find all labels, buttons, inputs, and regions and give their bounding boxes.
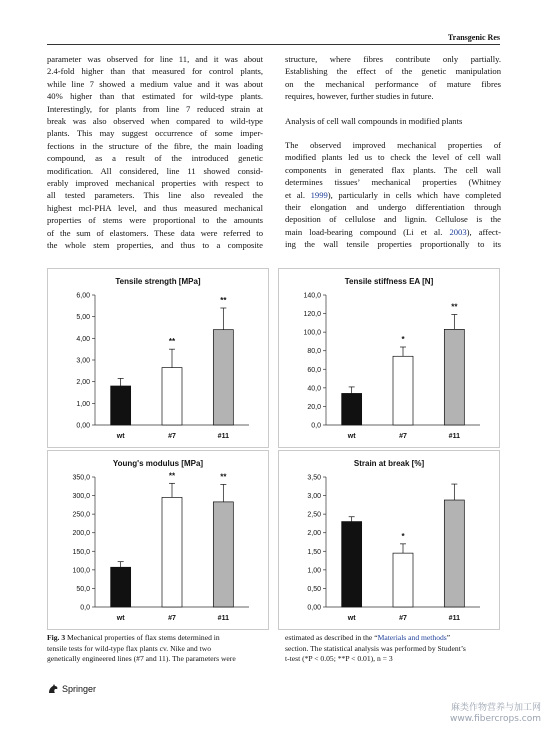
y-tick-label: 0,50 [307, 585, 321, 593]
y-tick-label: 0,0 [311, 422, 321, 430]
bar [111, 567, 131, 607]
y-tick-label: 100,0 [72, 567, 90, 575]
x-tick-label: #7 [399, 615, 407, 622]
bar [444, 329, 464, 425]
x-tick-label: wt [116, 433, 125, 440]
bar-charts-figure [47, 268, 500, 630]
bar [444, 500, 464, 607]
section-heading: Analysis of cell wall compounds in modified plants [285, 115, 463, 126]
text-fragment: ), particularly in cells which have completed [327, 189, 501, 200]
chart-title: Strain at break [%] [353, 459, 425, 468]
text-line: their elongation and undergo differentiation through [285, 202, 501, 213]
text-line: ing the wall tensile properties proportionally to its [285, 239, 501, 250]
journal-running-title: Transgenic Res [447, 33, 500, 42]
bar [213, 330, 233, 425]
y-tick-label: 140,0 [303, 292, 321, 300]
text-line: deposition of cellulose and lignin. Cellulose is the [285, 214, 501, 225]
y-tick-label: 200,0 [72, 530, 90, 538]
text-line: the whole stem properties, and thus to a composite [47, 240, 263, 251]
y-tick-label: 250,0 [72, 511, 90, 519]
y-tick-label: 0,00 [76, 422, 90, 430]
watermark [450, 703, 541, 725]
significance-mark: ** [220, 296, 227, 305]
text-line: requires, however, further studies in future. [285, 91, 434, 102]
text-line: all tested parameters. This line also revealed the [47, 190, 263, 201]
x-tick-label: #7 [168, 615, 176, 622]
paragraph [285, 139, 501, 251]
y-tick-label: 2,00 [76, 379, 90, 387]
caption-text: t-test (*P < 0.05; **P < 0.01), n = 3 [285, 654, 393, 664]
caption-text: tensile tests for wild-type flax plants cv. Nike and two [47, 643, 211, 653]
text-line: components in generated flax plants. The cell wall [285, 164, 501, 175]
figure-caption-left [47, 633, 263, 665]
right-text-column [285, 53, 501, 251]
text-line: while line 7 showed a medium value and it was about [47, 78, 263, 89]
x-tick-label: #11 [448, 615, 460, 622]
x-tick-label: #11 [217, 615, 229, 622]
caption-label: Fig. 3 [47, 633, 66, 642]
y-tick-label: 1,00 [307, 567, 321, 575]
bar [342, 393, 362, 425]
y-tick-label: 100,0 [303, 329, 321, 337]
significance-mark: ** [220, 472, 227, 482]
y-tick-label: 0,00 [307, 604, 321, 612]
text-line: Interestingly, for plants from line 7 reduced strain at [47, 103, 263, 114]
x-tick-label: wt [347, 433, 356, 440]
x-tick-label: wt [116, 615, 125, 622]
caption-text: Mechanical properties of flax stems determined in [65, 633, 220, 642]
significance-mark: ** [451, 302, 458, 312]
bar [393, 356, 413, 425]
y-tick-label: 40,0 [307, 385, 321, 393]
y-tick-label: 6,00 [76, 292, 90, 300]
y-tick-label: 1,50 [307, 548, 321, 556]
text-line: break was also observed when compared to wild-type [47, 116, 263, 127]
chart-panel [48, 451, 269, 630]
text-line: properties of stems were proportional to the amounts [47, 215, 263, 226]
y-tick-label: 3,00 [307, 493, 321, 501]
figure-3 [47, 268, 500, 630]
text-line: compound, as a result of the introduced genetic [47, 153, 263, 164]
chart-title: Young's modulus [MPa] [112, 459, 204, 468]
text-line [285, 226, 501, 238]
significance-mark: ** [168, 337, 176, 347]
text-line: modified plants led us to check the level of cell wall [285, 152, 501, 163]
text-line: parameter was observed for line 11, and it was about [47, 54, 263, 64]
x-tick-label: #7 [168, 433, 176, 440]
text-line: of the sum of elastomers. These data were referred to [47, 227, 263, 238]
caption-text: estimated as described in the “ [285, 633, 378, 642]
y-tick-label: 3,50 [307, 474, 321, 482]
significance-mark: ** [168, 471, 176, 481]
bar [162, 368, 182, 425]
y-tick-label: 4,00 [76, 335, 90, 343]
footer [47, 683, 96, 694]
materials-methods-link[interactable]: Materials and methods [377, 633, 447, 642]
text-line: modification. All considered, line 11 showed consid- [47, 165, 263, 176]
y-tick-label: 0,0 [80, 604, 90, 612]
x-tick-label: #11 [217, 433, 229, 440]
citation-link-2003[interactable]: 2003 [449, 226, 467, 237]
bar [162, 497, 182, 607]
bar [213, 502, 233, 607]
caption-text: ” [446, 633, 451, 642]
y-tick-label: 80,0 [307, 348, 321, 356]
y-tick-label: 60,0 [307, 366, 321, 374]
y-tick-label: 300,0 [72, 493, 90, 501]
publisher-logo-text: Springer [62, 683, 97, 694]
left-text-column [47, 53, 263, 252]
caption-text: section. The statistical analysis was performed by Student’s [285, 643, 466, 653]
figure-caption-right [285, 633, 501, 665]
y-tick-label: 350,0 [72, 474, 90, 482]
y-tick-label: 2,50 [307, 511, 321, 519]
chart-title: Tensile strength [MPa] [115, 277, 201, 286]
text-line: plants. This may suggest occurrence of some imper- [47, 128, 263, 139]
caption-text: genetically engineered lines (#7 and 11). The parameters were [47, 654, 236, 664]
text-line: fections in the structure of the fibre, the main loading [47, 140, 263, 151]
watermark-url: www.fibercrops.com [450, 714, 541, 724]
springer-horse-icon [47, 683, 59, 694]
text-line: The observed improved mechanical properties of [285, 140, 501, 151]
y-tick-label: 1,00 [76, 400, 90, 408]
text-line: 40% higher than that estimated for wild-type plants. [47, 91, 263, 102]
bar [111, 386, 131, 425]
y-tick-label: 2,00 [307, 530, 321, 538]
header-rule [47, 44, 500, 45]
text-line: structure, where fibres contribute only partially. [285, 54, 501, 64]
text-fragment: ), affect- [466, 226, 501, 237]
text-line: on the mechanical performance of mature fibres [285, 78, 501, 89]
citation-link-1999[interactable]: 1999 [310, 189, 328, 200]
bar [393, 553, 413, 607]
text-line: highest mcl-PHA level, and thus measured mechanical [47, 202, 263, 213]
text-fragment: main load-bearing compound (Li et al. [285, 226, 450, 237]
x-tick-label: #7 [399, 433, 407, 440]
y-tick-label: 20,0 [307, 403, 321, 411]
watermark-line: 麻类作物营养与加工网 [450, 703, 541, 713]
text-fragment: et al. [285, 189, 311, 200]
paragraph [285, 53, 501, 103]
text-line: 2.4-fold higher than that measured for control plants, [47, 66, 263, 77]
x-tick-label: #11 [448, 433, 460, 440]
text-line: Establishing the effect of the genetic manipulation [285, 66, 501, 77]
significance-mark: * [401, 531, 405, 541]
y-tick-label: 50,0 [76, 585, 90, 593]
text-line: determines tissues’ mechanical properties (Whitney [285, 177, 501, 188]
bar [342, 522, 362, 607]
x-tick-label: wt [347, 615, 356, 622]
significance-mark: * [401, 335, 405, 344]
paragraph [47, 53, 263, 252]
chart-panel [48, 269, 269, 448]
chart-panel [279, 269, 500, 448]
chart-title: Tensile stiffness EA [N] [344, 277, 434, 286]
y-tick-label: 150,0 [72, 548, 90, 556]
y-tick-label: 5,00 [76, 314, 90, 322]
y-tick-label: 120,0 [303, 311, 321, 319]
text-line [285, 189, 501, 201]
chart-panel [279, 451, 500, 630]
y-tick-label: 3,00 [76, 357, 90, 365]
text-line: erably improved mechanical properties with respect to [47, 178, 263, 189]
